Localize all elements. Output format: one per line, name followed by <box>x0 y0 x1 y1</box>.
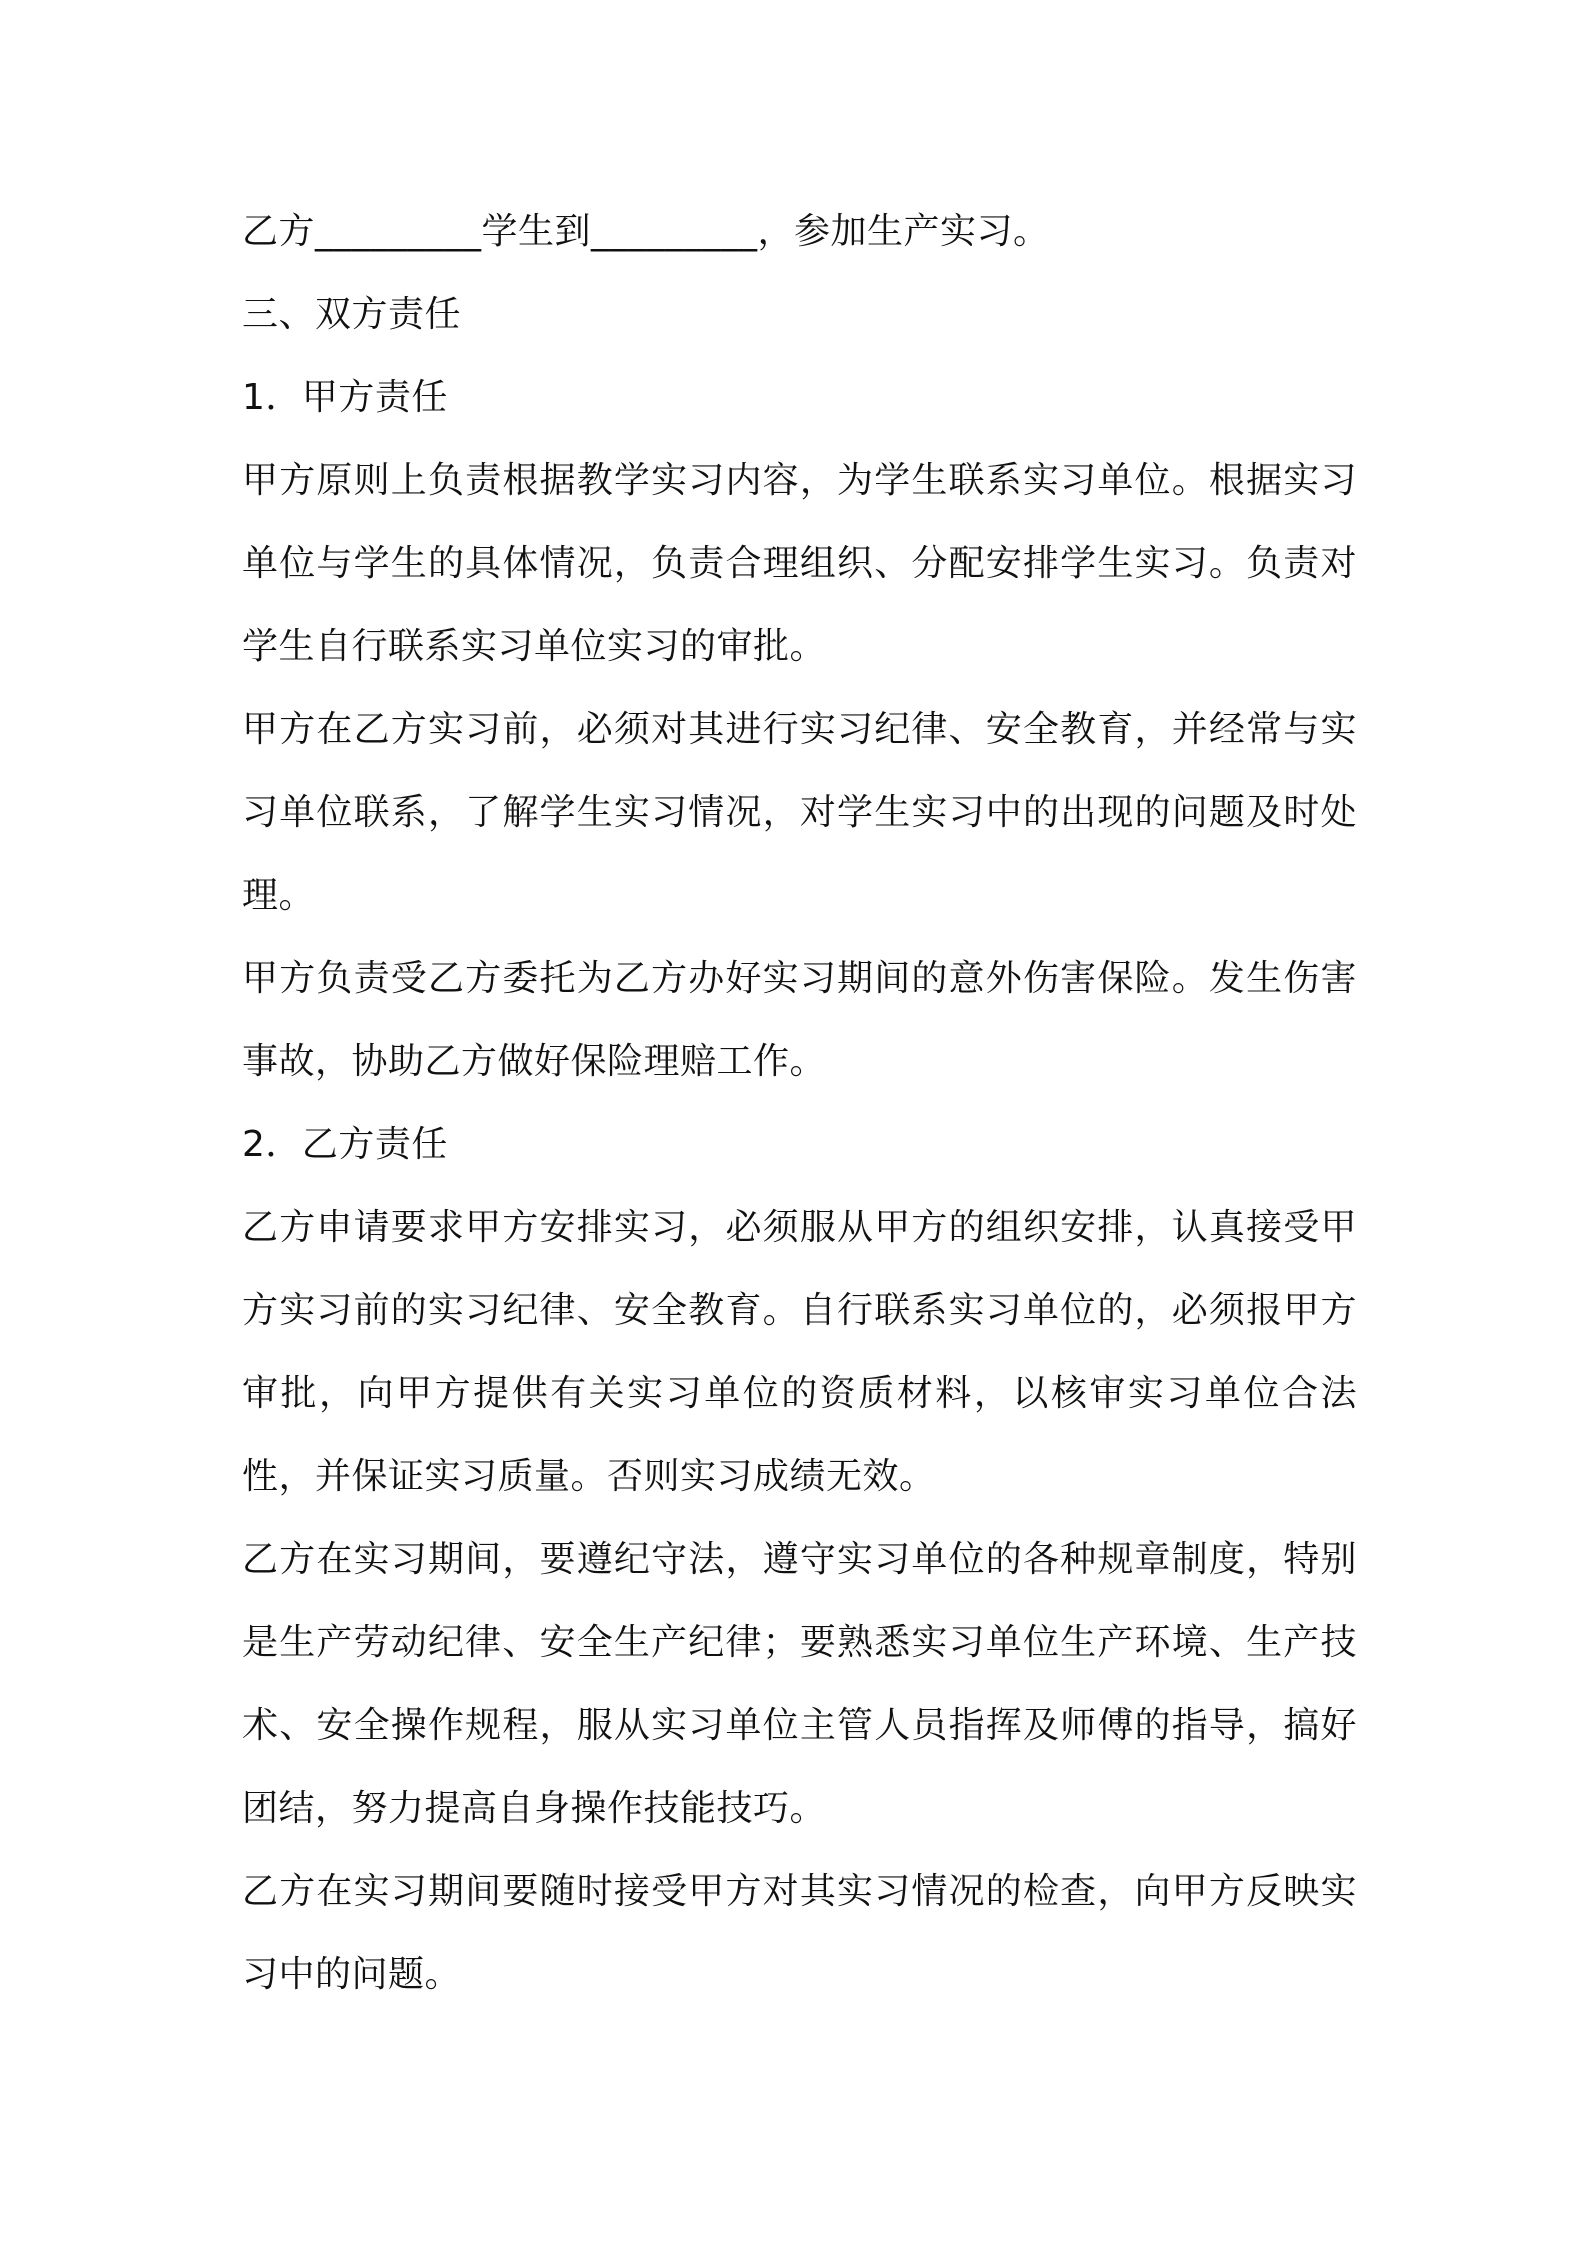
section-heading: 三、双方责任 <box>242 294 462 335</box>
paragraph-party-b-3: 乙方在实习期间要随时接受甲方对其实习情况的检查，向甲方反映实习中的问题。 <box>242 1871 1357 1995</box>
paragraph-party-b-2: 乙方在实习期间，要遵纪守法，遵守实习单位的各种规章制度，特别是生产劳动纪律、安全生产纪律；要熟悉实习单位生产环境、生产技术、安全操作规程，服从实习单位主管人员指挥及师傅的指导，搞好团结，努力提高自身操作技能技巧。 <box>242 1539 1357 1829</box>
paragraph-party-a-2: 甲方在乙方实习前，必须对其进行实习纪律、安全教育，并经常与实习单位联系，了解学生实习情况，对学生实习中的出现的问题及时处理。 <box>242 709 1357 916</box>
paragraph-party-a-3: 甲方负责受乙方委托为乙方办好实习期间的意外伤害保险。发生伤害事故，协助乙方做好保险理赔工作。 <box>242 958 1357 1082</box>
paragraph-party-b-1: 乙方申请要求甲方安排实习，必须服从甲方的组织安排，认真接受甲方实习前的实习纪律、安全教育。自行联系实习单位的，必须报甲方审批，向甲方提供有关实习单位的资质材料，以核审实习单位合法性，并保证实习质量。否则实习成绩无效。 <box>242 1207 1357 1497</box>
document-body <box>242 190 1357 2016</box>
subsection-heading-party-a: 1．甲方责任 <box>242 377 448 418</box>
subsection-heading-party-b: 2．乙方责任 <box>242 1124 448 1165</box>
intro-line: 乙方_________学生到_________，参加生产实习。 <box>242 211 1050 252</box>
paragraph-party-a-1: 甲方原则上负责根据教学实习内容，为学生联系实习单位。根据实习单位与学生的具体情况，负责合理组织、分配安排学生实习。负责对学生自行联系实习单位实习的审批。 <box>242 460 1357 667</box>
